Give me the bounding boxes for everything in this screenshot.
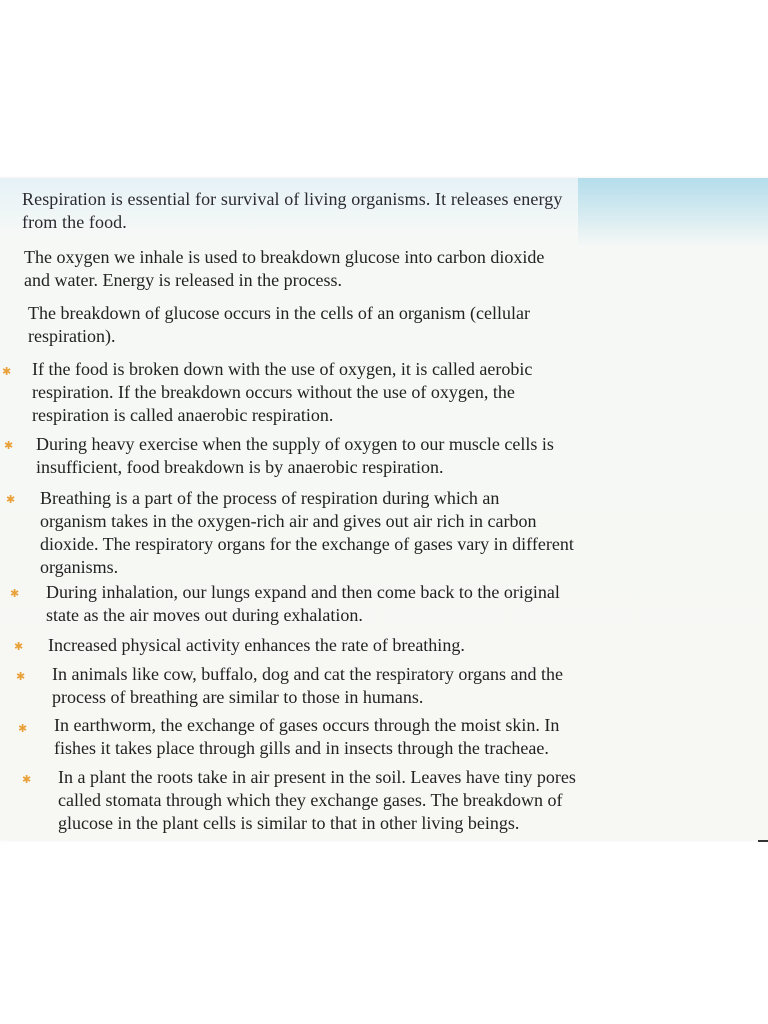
key-point [28, 302, 530, 348]
key-point-line: In a plant the roots take in air present in the soil. Leaves have tiny pores [58, 767, 576, 787]
star-bullet-icon: ✱ [4, 439, 14, 452]
key-point [46, 581, 560, 627]
key-point-line: The oxygen we inhale is used to breakdown glucose into carbon dioxide [24, 247, 545, 267]
star-bullet-icon: ✱ [22, 773, 32, 786]
key-point-line: fishes it takes place through gills and in insects through the tracheae. [54, 738, 549, 758]
edge-mark [758, 840, 768, 842]
key-point-line: The breakdown of glucose occurs in the cells of an organism (cellular [28, 303, 530, 323]
key-point-line: During heavy exercise when the supply of oxygen to our muscle cells is [36, 434, 554, 454]
key-point-line: In animals like cow, buffalo, dog and cat the respiratory organs and the [52, 664, 564, 684]
key-points-list [0, 178, 768, 840]
star-bullet-icon: ✱ [10, 587, 20, 600]
key-point [24, 246, 544, 292]
paper-sheet [0, 178, 768, 840]
key-point-line: and water. Energy is released in the process. [24, 270, 343, 290]
key-point-line: During inhalation, our lungs expand and then come back to the original [46, 582, 560, 602]
key-point-line: from the food. [22, 212, 127, 232]
key-point-line: insufficient, food breakdown is by anaerobic respiration. [36, 457, 444, 477]
key-point [52, 663, 563, 709]
key-point-line: In earthworm, the exchange of gases occurs through the moist skin. In [54, 715, 560, 735]
key-point [36, 433, 554, 479]
key-point [40, 487, 574, 579]
star-bullet-icon: ✱ [2, 365, 12, 378]
key-point-line: respiration. If the breakdown occurs without the use of oxygen, the [32, 382, 515, 402]
key-point-line: If the food is broken down with the use of oxygen, it is called aerobic [32, 359, 533, 379]
star-bullet-icon: ✱ [18, 722, 28, 735]
key-point-line: process of breathing are similar to those in humans. [52, 687, 424, 707]
key-point-line: respiration). [28, 326, 116, 346]
key-point-line: respiration is called anaerobic respiration. [32, 405, 334, 425]
star-bullet-icon: ✱ [14, 640, 24, 653]
key-point-line: called stomata through which they exchange gases. The breakdown of [58, 790, 563, 810]
key-point-line: dioxide. The respiratory organs for the exchange of gases vary in different [40, 534, 574, 554]
key-point-line: Respiration is essential for survival of living organisms. It releases energy [22, 189, 563, 209]
key-point [22, 188, 562, 234]
star-bullet-icon: ✱ [16, 670, 26, 683]
key-point-line: organism takes in the oxygen-rich air and gives out air rich in carbon [40, 511, 537, 531]
key-point-line: state as the air moves out during exhalation. [46, 605, 363, 625]
key-point [58, 766, 576, 835]
key-point [54, 714, 559, 760]
key-point-line: organisms. [40, 557, 119, 577]
key-point-line: Increased physical activity enhances the rate of breathing. [48, 635, 465, 655]
star-bullet-icon: ✱ [6, 493, 16, 506]
key-point [48, 634, 465, 657]
key-point [32, 358, 532, 427]
key-point-line: Breathing is a part of the process of respiration during which an [40, 488, 500, 508]
key-point-line: glucose in the plant cells is similar to that in other living beings. [58, 813, 520, 833]
